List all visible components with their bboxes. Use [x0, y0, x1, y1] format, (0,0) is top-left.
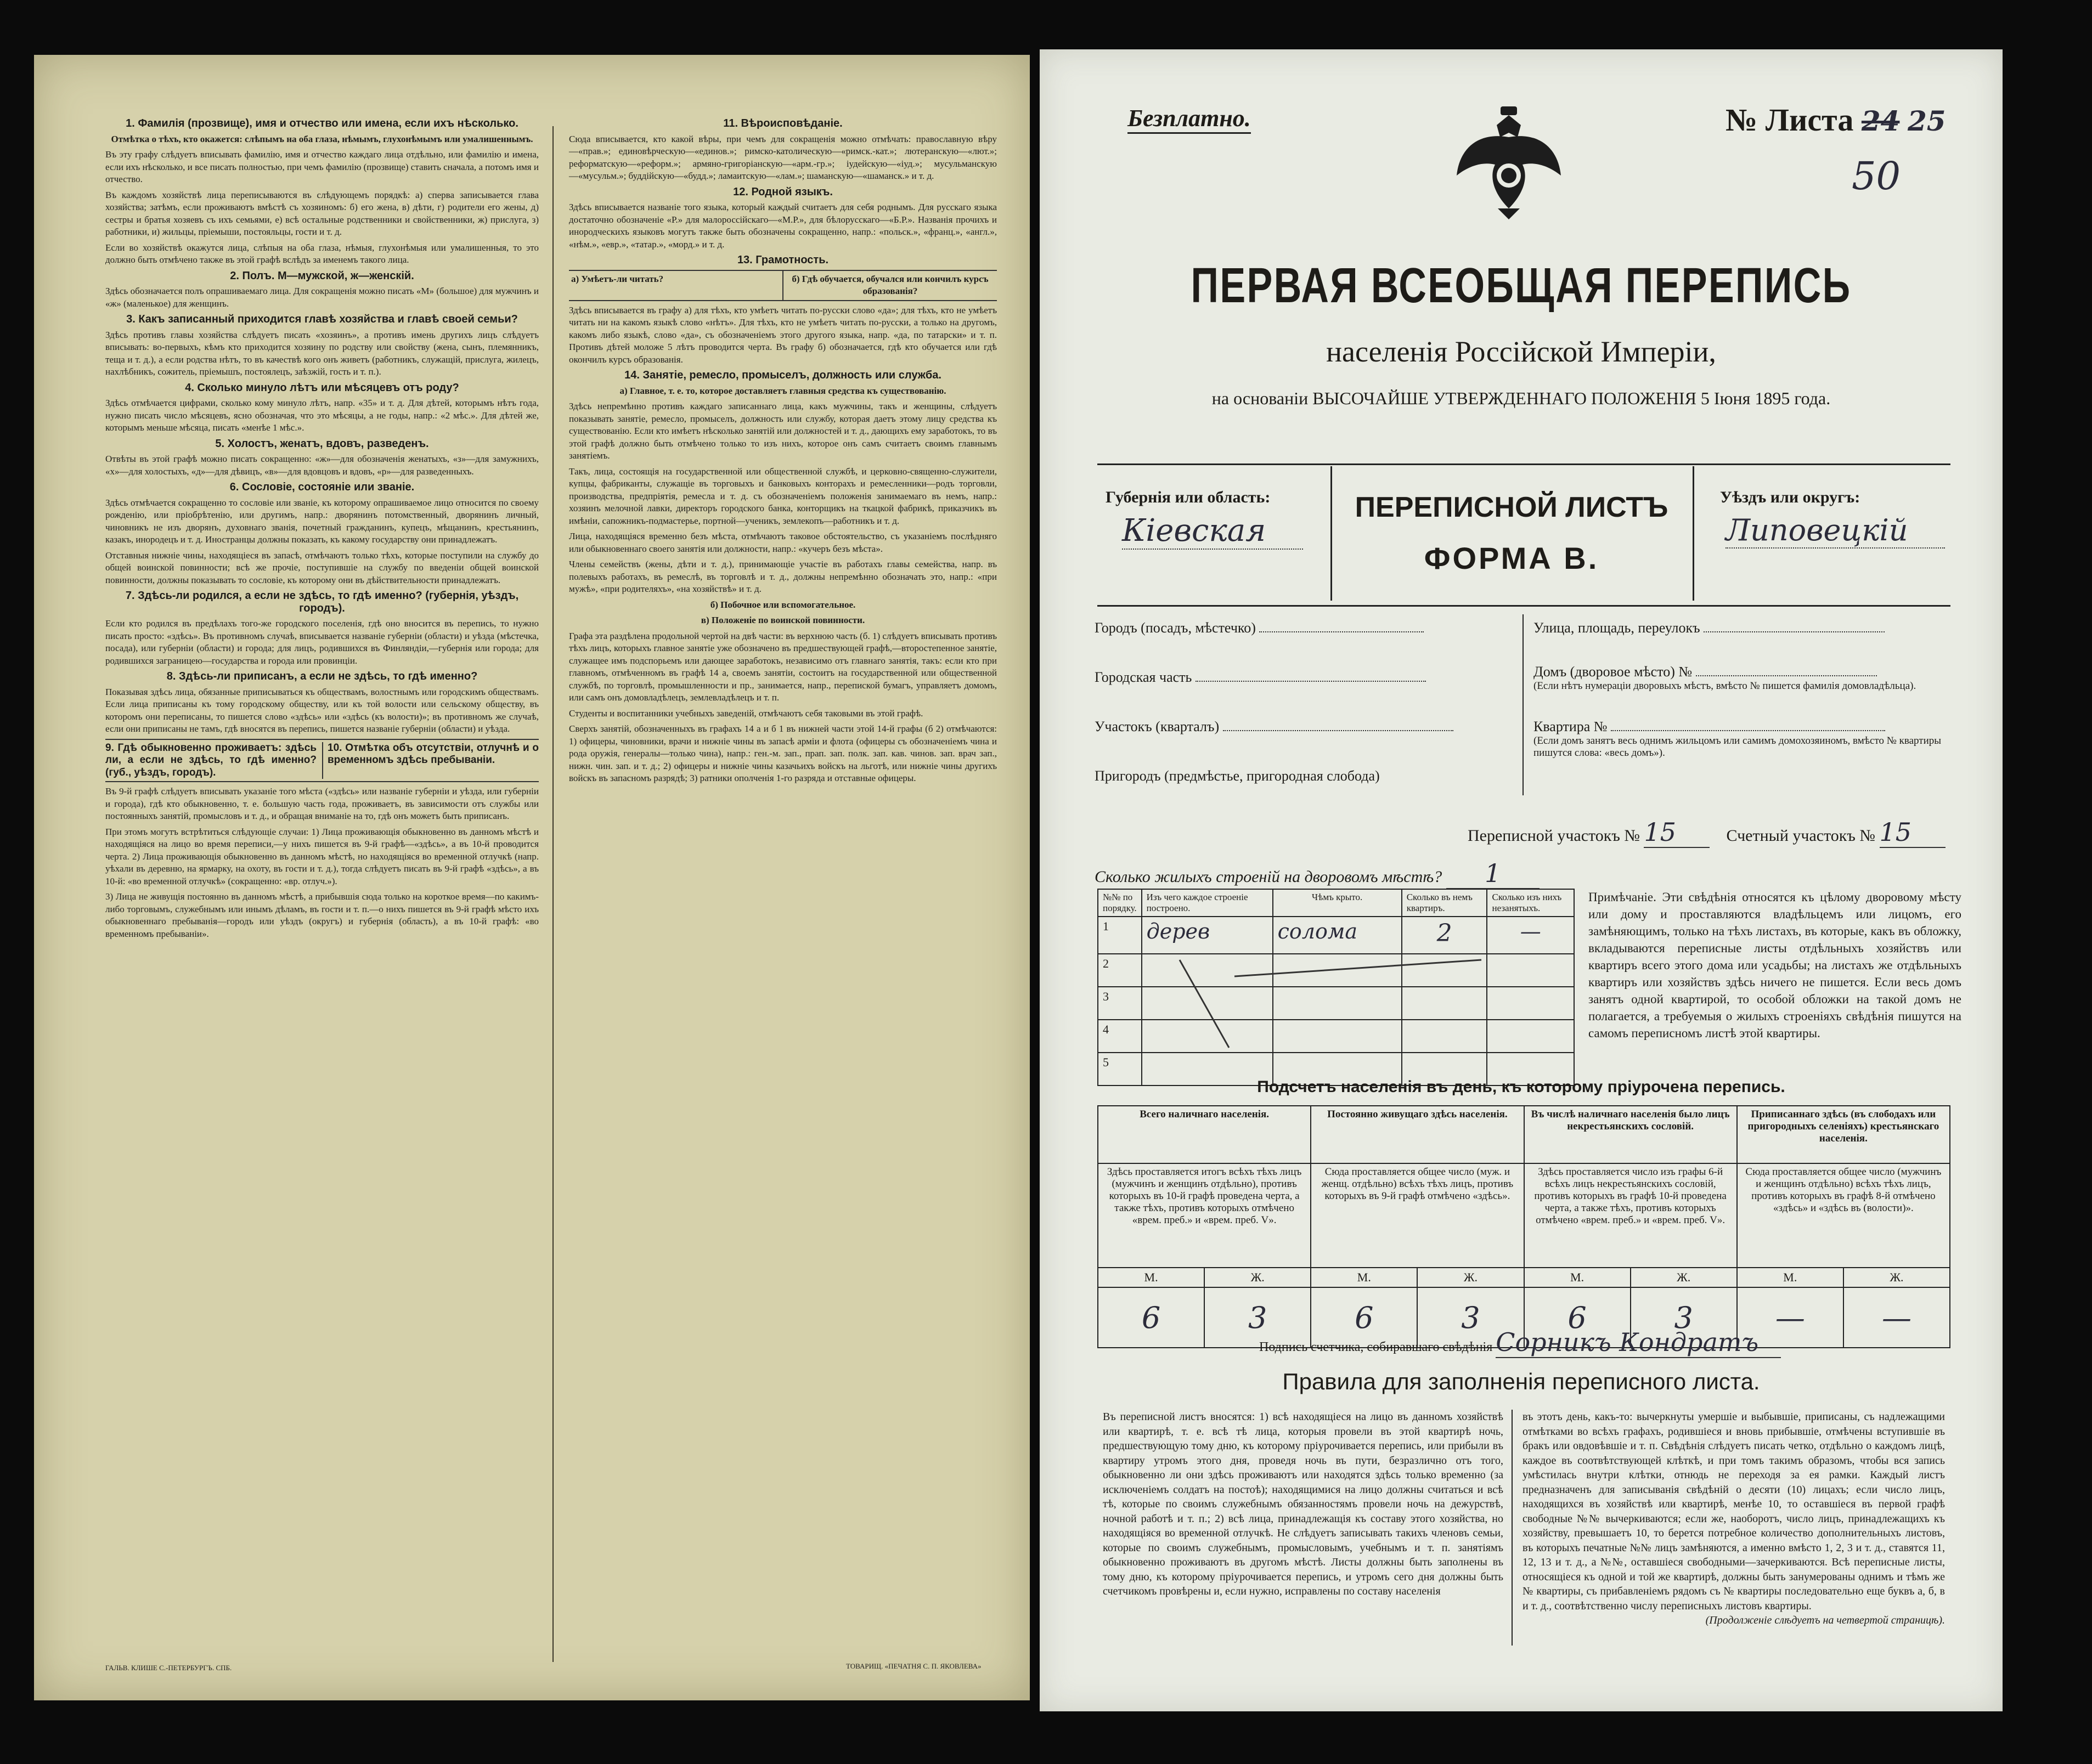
- male-label: М.: [1524, 1268, 1631, 1287]
- section-14-text: Здѣсь непремѣнно противъ каждаго записаннаго лица, какъ мужчины, такъ и женщины, слѣдуетъ показывать занятіе, ремесло, промыселъ, должность или службу, которая даетъ этому лицу средства къ существованію. Если кто имѣетъ нѣсколько занятій или должностей и т. д., дающихъ ему заработокъ, то въ этой графѣ должно быть отмѣчено только то изъ нихъ, которое онъ самъ считаетъ своимъ главнымъ занятіемъ.: [569, 401, 997, 461]
- count-value: 3: [1631, 1287, 1737, 1348]
- sheet-title: ПЕРЕПИСНОЙ ЛИСТЪ: [1355, 491, 1668, 523]
- buildings-label: Сколько жилыхъ строеній на дворовомъ мѣстѣ?: [1095, 868, 1442, 886]
- count-group-desc: Сюда проставляется общее число (муж. и женщ. отдѣльно) всѣхъ тѣхъ лицъ, противъ которыхъ въ 9-й графѣ отмѣчено «здѣсь».: [1311, 1163, 1524, 1268]
- section-1-title: 1. Фамилія (прозвище), имя и отчество или имена, если ихъ нѣсколько.: [126, 117, 518, 129]
- city-label: Городъ (посадъ, мѣстечко): [1095, 620, 1256, 636]
- form-main-title: ПЕРВАЯ ВСЕОБЩАЯ ПЕРЕПИСЬ: [1191, 258, 1852, 313]
- house-field: [1533, 664, 1961, 680]
- city-part-label: Городская часть: [1095, 669, 1192, 685]
- gubernia-value: Кіевская: [1122, 513, 1303, 550]
- location-divider: [1523, 614, 1524, 795]
- uezd-value: Липовецкій: [1726, 513, 1945, 549]
- male-label: М.: [1311, 1268, 1417, 1287]
- left-page-instructions: [34, 55, 1030, 1700]
- sheet-number: [1726, 101, 1946, 138]
- census-district-value: 15: [1644, 817, 1710, 848]
- table-cell: 4: [1098, 1020, 1142, 1053]
- female-label: Ж.: [1631, 1268, 1737, 1287]
- street-value-line: [1704, 631, 1885, 632]
- section-11-title: 11. Вѣроисповѣданіе.: [723, 117, 843, 129]
- section-2-title: 2. Полъ. М—мужской, ж—женскій.: [230, 269, 414, 282]
- section-14-text: Члены семействъ (жены, дѣти и т. д.), принимающіе участіе въ работахъ главы семейства, напр. въ полевыхъ работахъ, въ ремеслѣ, въ торговлѣ и т. д., должны непремѣнно обозначать это, напр.: «при мужѣ», «при родителяхъ», «на хозяйствѣ» и т. д.: [569, 559, 997, 594]
- section-1-text: Въ каждомъ хозяйствѣ лица переписываются въ слѣдующемъ порядкѣ: а) сперва записывается глава хозяйства; затѣмъ, если проживаютъ вмѣстѣ съ хозяиномъ: б) его жена, в) дѣти, г) родители его жены, д) сестры и братья хозяевъ съ ихъ семьями, е) всѣ остальные родственники и свойственники, ж) прислуга, з) работники, и) жильцы, пріемыши, постояльцы, гости и т. д.: [105, 189, 539, 237]
- count-value: —: [1843, 1287, 1950, 1348]
- table-cell: дерев: [1142, 917, 1273, 954]
- section-14c-title: в) Положеніе по воинской повинности.: [701, 615, 865, 625]
- rules-divider: [1512, 1410, 1513, 1646]
- city-value-line: [1259, 631, 1424, 632]
- count-value: 6: [1098, 1287, 1204, 1348]
- section-8-title: 8. Здѣсь-ли приписанъ, а если не здѣсь, то гдѣ именно?: [166, 670, 478, 682]
- suburb-field: [1095, 768, 1517, 817]
- table-cell: 5: [1098, 1053, 1142, 1085]
- street-field: [1533, 620, 1961, 664]
- female-label: Ж.: [1843, 1268, 1950, 1287]
- count-value: 6: [1524, 1287, 1631, 1348]
- corner-handwritten-number: 50: [1852, 154, 1901, 199]
- section-10-title: 10. Отмѣтка объ отсутствіи, отлучнѣ и о временномъ здѣсь пребываніи.: [322, 742, 539, 779]
- sheet-number-label: № Листа: [1726, 102, 1854, 138]
- table-cell: 1: [1098, 917, 1142, 954]
- count-group-desc: Сюда проставляется общее число (мужчинъ и женщинъ отдѣльно) всѣхъ тѣхъ лицъ, противъ которыхъ въ графѣ 8-й отмѣчено «здѣсь» и «здѣсь въ (волости)».: [1737, 1163, 1950, 1268]
- header-divider-left: [1330, 466, 1332, 601]
- count-group-descriptions: [1098, 1163, 1950, 1268]
- section-1-text: Въ эту графу слѣдуетъ вписывать фамилію, имя и отчество каждаго лица отдѣльно, или фамилію и имена, если ихъ нѣсколько, и все писать полностью, при чемъ фамилію (прозвище) ставить сначала, а потомъ имя и отчество.: [105, 149, 539, 184]
- section-6-text: Здѣсь отмѣчается сокращенно то сословіе или званіе, къ которому опрашиваемое лицо относится по своему рожденію, или пріобрѣтенію, или другимъ, напр.: дворянинъ потомственный, дворянинъ личный, чиновникъ не изъ дворянъ, духовнаго званія, почетный гражданинъ, купецъ, мѣщанинъ, крестьянинъ, казакъ, инородецъ и т. д. Иностранцы должны показать, къ какому государству они принадлежатъ.: [105, 497, 539, 545]
- count-group-title: Постоянно живущаго здѣсь населенія.: [1311, 1106, 1524, 1163]
- city-part-field: [1095, 669, 1517, 719]
- buildings-question: [1095, 858, 1540, 889]
- census-form-page: [1040, 49, 2003, 1711]
- signature-value: Сорникъ Кондратъ: [1496, 1327, 1781, 1358]
- buildings-note: [1588, 889, 1961, 1042]
- left-imprint: ГАЛЬВ. КЛИШЕ С.-ПЕТЕРБУРГЪ. СПБ.: [105, 1664, 232, 1672]
- rules-col-2: [1523, 1410, 1945, 1628]
- suburb-label: Пригородъ (предмѣстье, пригородная слобода): [1095, 768, 1380, 784]
- section-3-text: Здѣсь противъ главы хозяйства слѣдуетъ писать «хозяинъ», а противъ имень другихъ лицъ слѣдуетъ вписывать: во-первыхъ, кѣмъ кто приходится хозяину по родству или свойству (жена, сынъ, племянникъ, теща и т. д.), а если родства нѣтъ, то въ качествѣ кого онъ живетъ (работникъ, служащій, прислуга, жилецъ, нахлѣбникъ, сожитель, пріемышъ, постоялецъ, заѣзжій, гость и т. п.).: [105, 329, 539, 377]
- table-cell: —: [1487, 917, 1574, 954]
- section-13b-title: б) Гдѣ обучается, обучался или кончилъ курсъ образованія?: [782, 271, 997, 300]
- population-count-table: [1097, 1105, 1950, 1348]
- flat-note: (Если домъ занятъ весь однимъ жильцомъ или самимъ домохозяиномъ, вмѣсто № квартиры пишутся слова: «весь домъ»).: [1533, 735, 1942, 759]
- buildings-strike-lines: [1097, 927, 1575, 1064]
- column-divider: [552, 126, 554, 1662]
- sheet-number-struck: 24: [1861, 105, 1900, 137]
- census-districts: [1468, 817, 1946, 848]
- buildings-col-header: Чѣмъ крыто.: [1273, 889, 1402, 917]
- flat-value-line: [1611, 730, 1885, 731]
- buildings-value: 1: [1446, 858, 1540, 889]
- flat-field: [1533, 719, 1961, 735]
- table-cell: 2: [1402, 917, 1487, 954]
- section-1-text: Если во хозяйствѣ окажутся лица, слѣпыя на оба глаза, нѣмыя, глухонѣмыя или умалишенныя, то это должно быть отмѣчено также въ этой графѣ вслѣдъ за именемъ такого лица.: [105, 242, 539, 265]
- left-column-2: [569, 115, 997, 788]
- gubernia-label: Губернія или область:: [1106, 488, 1271, 506]
- section-9-title: 9. Гдѣ обыкновенно проживаетъ: здѣсь ли, а если не здѣсь, то гдѣ именно? (губ., уѣздъ, городъ).: [105, 742, 317, 778]
- section-14-text: Студенты и воспитанники учебныхъ заведеній, отмѣчаютъ себя таковыми въ этой графѣ.: [569, 708, 923, 719]
- section-13a-title: а) Умѣетъ-ли читать?: [571, 273, 664, 284]
- section-14-title: 14. Занятіе, ремесло, промыселъ, должность или служба.: [624, 369, 941, 381]
- rules-continue: (Продолженіе слѣдуетъ на четвертой страницѣ).: [1705, 1614, 1945, 1626]
- count-group-title: Всего наличнаго населенія.: [1098, 1106, 1311, 1163]
- rules-title: Правила для заполненія переписного листа.: [1282, 1369, 1760, 1394]
- section-9-text: 3) Лица не живущія постоянно въ данномъ мѣстѣ, а прибывшія сюда только на короткое время—по какимъ-либо торговымъ, служебнымъ или инымъ дѣламъ, въ гости и т. п.—о нихъ пишется въ 9-й графѣ мѣсто ихъ обыкновеннаго пребыванія—городъ или уѣздъ (округъ) и губернія (область), а въ 10-й графѣ: «во временномъ пребываніи».: [105, 891, 539, 939]
- signature-row: [1259, 1327, 1781, 1358]
- count-group-title: Въ числѣ наличнаго населенія было лицъ некрестьянскихъ сословій.: [1524, 1106, 1737, 1163]
- female-label: Ж.: [1417, 1268, 1524, 1287]
- section-13-text: Здѣсь вписывается въ графу а) для тѣхъ, кто умѣетъ читать по-русски слово «да»; для тѣхъ, кто не умѣетъ читать ни на какомъ языкѣ слово «нѣтъ». Для тѣхъ, кто не умѣетъ читать по-русски, а только на другомъ, какомъ либо языкѣ, слово «да», съ обозначеніемъ этого другого языка, напр. «да, по татарски» и т. п. Противъ дѣтей моложе 5 лѣтъ проводится черта. Въ графу б) обозначается, гдѣ кто обучается или гдѣ окончилъ курсъ образованія.: [569, 304, 997, 365]
- buildings-col-header: №№ по порядку.: [1098, 889, 1142, 917]
- section-14-text: Такъ, лица, состоящія на государственной или общественной службѣ, и церковно-священно-служители, купцы, фабриканты, служащіе въ торговыхъ и банковыхъ конторахъ и ремесленники—родъ торговли, производства, предпріятія, ремесла и т. д. съ обозначеніемъ положенія занимаемаго въ немъ, напр.: хозяинъ мелочной лавки, директоръ городского банка, конторщикъ на ткацкой фабрикѣ, приказчикъ въ имѣніи, сапожникъ-подмастерье, портной—ученикъ, землекопъ—работникъ и т. д.: [569, 466, 997, 526]
- male-label: М.: [1737, 1268, 1843, 1287]
- section-4-text: Здѣсь отмѣчается цифрами, сколько кому минуло лѣтъ, напр. «35» и т. д. Для дѣтей, которымъ нѣтъ года, нужно писать число мѣсяцевъ, ясно обозначая, что это мѣсяцы, а не годы, напр.: «2 мѣс.». Для дѣтей же, которымъ меньше мѣсяца, писать «менѣе 1 мѣс.».: [105, 398, 539, 433]
- location-fields-right: [1533, 620, 1961, 759]
- count-district-label: Счетный участокъ №: [1726, 827, 1876, 845]
- section-3-title: 3. Какъ записанный приходится главѣ хозяйства и главѣ своей семьи?: [126, 313, 518, 325]
- count-group-titles: [1098, 1106, 1950, 1163]
- sheet-form: ФОРМА В.: [1424, 541, 1599, 575]
- sheet-number-handwritten: 25: [1907, 105, 1946, 137]
- section-14-text: Графа эта раздѣлена продольной чертой на двѣ части: въ верхнюю часть (б. 1) слѣдуетъ вписывать противъ тѣхъ лицъ, которыхъ главное занятіе уже обозначено въ предшествующей графѣ,—второстепенное занятіе, служащее имъ подспорьемъ или дающее заработокъ, независимо отъ главнаго занятія, такъ: если кто при главномъ, отмѣченномъ въ графѣ 14 а, своемъ занятіи, состоитъ на государственной или общественной службѣ, по торговлѣ, промышленности и пр., занимается, напр., перепиской бумагъ, управляетъ домомъ, или самъ онъ домовладѣлецъ, землевладѣлецъ и т. п.: [569, 630, 997, 703]
- right-imprint: ТОВАРИЩ. «ПЕЧАТНЯ С. П. ЯКОВЛЕВА»: [846, 1662, 982, 1670]
- section-14-text: Сверхъ занятій, обозначенныхъ въ графахъ 14 а и б 1 въ нижней части этой 14-й графы (б 2) отмѣчаются: 1) офицеры, чиновники, врачи и нижніе чины въ запасѣ арміи и флота (офицеры съ обозначеніемъ чина и рода оружія, генералы—только чина), напр.: ген.-м. зап., прап. зап. полк. зап. кав. чинов. зап. врач зап., нижн. чин. зап. и т. д.; 2) офицеры и нижніе чины казачьихъ войскъ на льготѣ, или нижніе чины другихъ войскъ въ запасномъ разрядѣ; 3) ратники ополченія 1-го разряда и отставные офицеры.: [569, 723, 997, 783]
- section-12-title: 12. Родной языкъ.: [733, 185, 833, 198]
- count-value: 3: [1204, 1287, 1311, 1348]
- section-9-text: При этомъ могутъ встрѣтиться слѣдующіе случаи: 1) Лица проживающія обыкновенно въ данномъ мѣстѣ и находящіяся на лицо во время переписи,—у нихъ пишется въ 9-й графѣ—«здѣсь», а въ 10-й проводится черта. 2) Лица проживающія обыкновенно въ данномъ мѣстѣ, но находящіяся во временной отлучкѣ (напр. уѣхали въ деревню, на ярмарку, на охоту, въ гости и т. д.), тогда слѣдуетъ писать въ 9-й графѣ «здѣсь», а въ 10-й: «во временной отлучкѣ» (сокращенно: «вр. отлуч.»).: [105, 826, 539, 886]
- signature-label: Подпись счетчика, собиравшаго свѣдѣнія: [1259, 1340, 1493, 1354]
- count-value: —: [1737, 1287, 1843, 1348]
- uezd-label: Уѣздъ или округъ:: [1720, 488, 1860, 506]
- census-district-label: Переписной участокъ №: [1468, 827, 1640, 845]
- female-label: Ж.: [1204, 1268, 1311, 1287]
- buildings-col-header: Изъ чего каждое строеніе построено.: [1142, 889, 1273, 917]
- section-4-title: 4. Сколько минуло лѣтъ или мѣсяцевъ отъ роду?: [185, 381, 459, 394]
- section-14b-title: б) Побочное или вспомогательное.: [710, 599, 856, 610]
- section-5-text: Отвѣты въ этой графѣ можно писать сокращенно: «ж»—для обозначенія женатыхъ, «з»—для замужнихъ, «х»—для холостыхъ, «д»—для дѣвицъ, «в»—для вдовцовъ и вдовъ, «р»—для разведенныхъ.: [105, 454, 539, 477]
- section-12-text: Здѣсь вписывается названіе того языка, который каждый считаетъ для себя роднымъ. Для русскаго языка достаточно обозначеніе «Р.» для малороссійскаго—«М.Р.», для бѣлорусскаго—«Б.Р.». Названія прочихъ и инородческихъ языковъ могутъ также быть обозначены сокращенно, напр.: «польск.», «франц.», «англ.», «нѣм.», «евр.», «татар.», «морд.» и т. д.: [569, 202, 997, 250]
- buildings-col-header: Сколько изъ нихъ незанятыхъ.: [1487, 889, 1574, 917]
- section-13-title: 13. Грамотность.: [737, 254, 829, 266]
- section-6-title: 6. Сословіе, состояніе или званіе.: [229, 481, 415, 493]
- house-label: Домъ (дворовое мѣсто) №: [1533, 664, 1693, 680]
- count-group-desc: Здѣсь проставляется итогъ всѣхъ тѣхъ лицъ (мужчинъ и женщинъ отдѣльно), противъ которыхъ въ 10-й графѣ проведена черта, а также тѣхъ, противъ которыхъ отмѣчено «врем. преб.» и «врем. преб. V».: [1098, 1163, 1311, 1268]
- table-cell: 2: [1098, 954, 1142, 987]
- section-11-text: Сюда вписывается, кто какой вѣры, при чемъ для сокращенія можно отмѣчать: православную вѣру—«прав.»; единовѣрческую—«единов.»; римско-католическую—«римск.-кат.»; лютеранскую—«лют.»; реформатскую—«реформ.»; армяно-григоріанскую—«арм.-гр.»; іудейскую—«іуд.»; мусульманскую—«мусульм.»; буддійскую—«будд.»; ламаитскую—«лам.»; шаманскую—«шаманск.» и т. д.: [569, 133, 997, 181]
- house-note: (Если нѣтъ нумераціи дворовыхъ мѣстъ, вмѣсто № пишется фамилія домовладѣльца).: [1533, 680, 1916, 692]
- count-value: 3: [1417, 1287, 1524, 1348]
- table-cell: 3: [1098, 987, 1142, 1020]
- section-9-text: Въ 9-й графѣ слѣдуетъ вписывать указаніе того мѣста («здѣсь» или названіе губерніи и уѣзда, или губерніи и города), гдѣ кто обыкновенно, т. е. большую часть года, проживаетъ, въ зависимости отъ службы или постоянныхъ занятій, промысловъ и т. д., и обращая вниманіе на то, гдѣ онъ можетъ быть приписанъ.: [105, 786, 539, 821]
- section-5-title: 5. Холостъ, женатъ, вдовъ, разведенъ.: [215, 437, 429, 450]
- city-field: [1095, 620, 1517, 669]
- house-value-line: [1696, 675, 1877, 676]
- section-14-text: Лица, находящіяся временно безъ мѣста, отмѣчаютъ таковое обстоятельство, съ указаніемъ послѣдняго или обыкновеннаго своего занятія или должности, напр.: «кучеръ безъ мѣста».: [569, 531, 997, 554]
- section-8-text: Показывая здѣсь лица, обязанные приписываться къ обществамъ, волостнымъ или городскимъ обществамъ. Если лица приписаны къ тому городскому обществу, или къ той волости или сельскому обществу, въ которомъ они переписаны, то пишется слово «здѣсь» или «здѣсь (къ волости)»; въ противномъ же случаѣ, если они приписаны не тамъ, гдѣ вносятся въ перепись, пишется названіе губерніи (области) и уѣзда.: [105, 686, 539, 734]
- male-label: М.: [1098, 1268, 1204, 1287]
- header-divider-right: [1693, 466, 1694, 601]
- district-value-line: [1223, 730, 1453, 731]
- section-2-text: Здѣсь обозначается полъ опрашиваемаго лица. Для сокращенія можно писать «М» (большое) для мужчинъ и «ж» (маленькое) для женщинъ.: [105, 286, 539, 309]
- section-1-subtitle: Отмѣтка о тѣхъ, кто окажется: слѣпымъ на оба глаза, нѣмымъ, глухонѣмымъ или умалишеннымъ.: [111, 133, 533, 144]
- section-7-text: Если кто родился въ предѣлахъ того-же городского поселенія, гдѣ оно вносится въ перепись, то нужно писать просто: «здѣсь». Въ противномъ случаѣ, вписывается названіе губерніи (области) и уѣзда (мѣстечка, посада), или губерніи (области) и города; для лицъ, родившихся въ Финляндіи,—губернія или города; для родившихся заграницею—государства и города или провинціи.: [105, 618, 539, 666]
- buildings-col-header: Сколько въ немъ квартиръ.: [1402, 889, 1487, 917]
- buildings-note-text: Примѣчаніе. Эти свѣдѣнія относятся къ цѣлому дворовому мѣсту или дому и проставляются владѣльцемъ или лицомъ, его замѣняющимъ, только на тѣхъ листахъ, въ которые, какъ въ обложку, вкладываются переписные листы отдѣльныхъ хозяйствъ или квартиръ всего этого дома или усадьбы; на листахъ же отдѣльныхъ квартиръ или хозяйствъ здѣсь ничего не пишется. Если весь домъ занятъ одной квартирой, то особой обложки на такой домъ не полагается, а требуемыя о жилыхъ строеніяхъ свѣдѣнія пишутся на самомъ переписномъ листѣ этой квартиры.: [1588, 890, 1961, 1040]
- rules-col-1: Въ переписной листъ вносятся: 1) всѣ находящіеся на лицо въ данномъ хозяйствѣ или квартирѣ, т. е. всѣ тѣ лица, которыя провели въ этой квартирѣ ночь, предшествующую тому дню, къ которому пріурочивается перепись, или прибыли въ квартиру утромъ этого дня, проведя ночь въ пути, безразлично отъ того, обыкновенно ли они здѣсь проживаютъ или находятся здѣсь только временно (за исключеніемъ солдатъ на постоѣ); находящимися на лицо должны считаться и всѣ тѣ, которые по своимъ служебнымъ обязанностямъ провели ночь на дежурствѣ, ночной работѣ и т. п.; 2) всѣ лица, принадлежащія къ составу этого хозяйства, но находящіяся во временной отлучкѣ. Не слѣдуетъ записывать такихъ членовъ семьи, которые по своимъ служебнымъ, промысловымъ, учебнымъ и т. п. занятіямъ обыкновенно проживаютъ въ другомъ мѣстѣ. Листы должны быть заполнены въ тому дню, къ которому пріурочивается перепись, и утромъ сего дня должны быть счетчикомъ провѣрены и, если нужно, исправлены по составу населенія: [1103, 1411, 1503, 1597]
- district-label: Участокъ (кварталъ): [1095, 719, 1220, 734]
- form-basis: на основаніи ВЫСОЧАЙШЕ УТВЕРЖДЕННАГО ПОЛОЖЕНІЯ 5 Іюня 1895 года.: [1211, 388, 1831, 408]
- left-column-1: [105, 115, 539, 943]
- count-district-value: 15: [1880, 817, 1946, 848]
- count-value: 6: [1311, 1287, 1417, 1348]
- flat-label: Квартира №: [1533, 719, 1608, 734]
- price-label: Безплатно.: [1127, 104, 1251, 134]
- location-fields-left: [1095, 620, 1517, 817]
- section-13-subheads: [569, 270, 997, 301]
- form-subtitle: населенія Россійской Имперіи,: [1326, 335, 1716, 368]
- count-sex-labels: [1098, 1268, 1950, 1287]
- rules-col-2-text: въ этотъ день, какъ-то: вычеркнуты умершіе и выбывшіе, приписаны, съ надлежащими отмѣтками во всѣхъ графахъ, родившіеся и вновь прибывшіе, отмѣчены вступившіе въ бракъ или овдовѣвшіе и т. п. Свѣдѣнія слѣдуетъ писать четко, отдѣльно о каждомъ лицѣ, каждое въ соотвѣтствующей клѣткѣ, и при томъ такимъ образомъ, чтобы вся запись умѣстилась внутри клѣтки, отнюдь не переходя за ея рамки. Каждый листъ предназначенъ для записыванія свѣдѣній о десяти (10) лицахъ; если число лицъ, находящихся въ хозяйствѣ или квартирѣ, менѣе 10, то оставшіеся въ первой графѣ свободные №№ вычеркиваются; если же, наоборотъ, число лицъ, принадлежащихъ къ хозяйству, превышаетъ 10, то берется потребное количество дополнительныхъ листовъ, въ которыхъ печатные №№ лицъ замѣняются, а именно вмѣсто 1, 2, 3 и т. д., ставятся 11, 12, 13 и т. д., а №№, оставшіеся свободными—зачеркиваются. Всѣ переписные листы, относящіеся къ одной и той же квартирѣ, должны быть занумерованы однимъ и тѣмъ же № квартиры, съ прибавленіемъ рядомъ съ № квартиры последовательно еще буквъ а, б, в и т. д., соотвѣтственно числу переписныхъ листовъ квартиры.: [1523, 1411, 1945, 1612]
- imperial-eagle-emblem: [1446, 99, 1572, 225]
- section-7-title: 7. Здѣсь-ли родился, а если не здѣсь, то гдѣ именно? (губернія, уѣздъ, городъ).: [125, 590, 519, 614]
- buildings-table-header: [1098, 889, 1574, 917]
- district-field: [1095, 719, 1517, 768]
- count-group-desc: Здѣсь проставляется число изъ графы 6-й всѣхъ лицъ некрестьянскихъ сословій, противъ которыхъ въ графѣ 10-й проведена черта, а также тѣхъ, противъ которыхъ отмѣчено «врем. преб.» и «врем. преб. V».: [1524, 1163, 1737, 1268]
- street-label: Улица, площадь, переулокъ: [1533, 620, 1700, 636]
- city-part-value-line: [1196, 681, 1426, 682]
- section-14a-title: а) Главное, т. е. то, которое доставляетъ главныя средства къ существованію.: [619, 385, 946, 396]
- population-count-title: Подсчетъ населенія въ день, къ которому пріурочена перепись.: [1257, 1078, 1785, 1096]
- section-6-text: Отставныя нижніе чины, находящіеся въ запасѣ, отмѣчаютъ только тѣхъ, которые поступили на службу до общей воинской повинности; всѣ же прочіе, поступившіе на службу по введеніи общей воинской повинности, должны показывать то сословіе, къ которому они въ дѣйствительности принадлежатъ.: [105, 550, 539, 585]
- count-group-title: Приписаннаго здѣсь (въ слободахъ или пригородныхъ селеніяхъ) крестьянскаго населенія.: [1737, 1106, 1950, 1163]
- table-cell: солома: [1273, 917, 1402, 954]
- section-9-10-header: [105, 739, 539, 783]
